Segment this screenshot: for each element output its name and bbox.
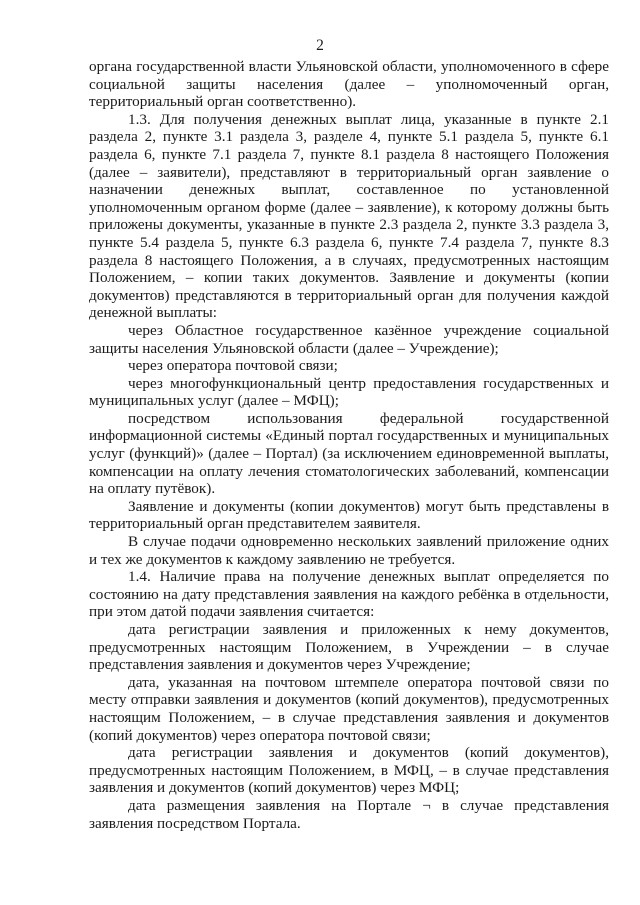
paragraph-date-mfc: дата регистрации заявления и документов (копий документов), предусмотренных настоящим Положением, в МФЦ, – в случае представления заявления и документов (копий документов) через МФЦ; xyxy=(89,744,609,797)
paragraph-date-portal: дата размещения заявления на Портале ¬ в случае представления заявления посредством Портала. xyxy=(89,796,609,832)
paragraph-1-4: 1.4. Наличие права на получение денежных выплат определяется по состоянию на дату представления заявления на каждого ребёнка в отдельности, при этом датой подачи заявления считается: xyxy=(89,568,609,621)
paragraph-via-post: через оператора почтовой связи; xyxy=(128,357,338,375)
paragraph-representative: Заявление и документы (копии документов) могут быть представлены в территориальный орган представителем заявителя. xyxy=(89,497,609,533)
paragraph-via-portal: посредством использования федеральной государственной информационной системы «Единый портал государственных и муниципальных услуг (функций)» (далее – Портал) (за исключением единовременной выплаты, компенсации на оплату лечения стоматологических заболеваний, компенсации на оплату путёвок). xyxy=(89,409,609,498)
paragraph-multiple-applications: В случае подачи одновременно нескольких заявлений приложение одних и тех же документов к каждому заявлению не требуется. xyxy=(89,533,609,568)
document-body xyxy=(89,58,609,832)
paragraph-date-post: дата, указанная на почтовом штемпеле оператора почтовой связи по месту отправки заявления и документов (копий документов), предусмотренных настоящим Положением, – в случае представления заявления и документов (копий документов) через оператора почтовой связи; xyxy=(89,673,609,744)
page-number: 2 xyxy=(316,37,324,54)
paragraph-via-mfc: через многофункциональный центр предоставления государственных и муниципальных услуг (далее – МФЦ); xyxy=(89,374,609,410)
paragraph-continuation: органа государственной власти Ульяновской области, уполномоченного в сфере социальной защиты населения (далее – уполномоченный орган, территориальный орган соответственно). xyxy=(89,58,609,111)
paragraph-date-institution: дата регистрации заявления и приложенных к нему документов, предусмотренных настоящим Положением, в Учреждении – в случае представления заявления и документов через Учреждение; xyxy=(89,621,609,674)
paragraph-1-3: 1.3. Для получения денежных выплат лица, указанные в пункте 2.1 раздела 2, пункте 3.1 раздела 3, разделе 4, пункте 5.1 раздела 5, пункте 6.1 раздела 6, пункте 7.1 раздела 7, пункте 8.1 раздела 8 настоящего Положения (далее – заявители), представляют в территориальный орган заявление о назначении денежных выплат, составленное по установленной уполномоченным органом форме (далее – заявление), к которому должны быть приложены документы, указанные в пункте 2.3 раздела 2, пункте 3.3 раздела 3, пункте 5.4 раздела 5, пункте 6.3 раздела 6, пункте 7.4 раздела 7, пункте 8.3 раздела 8 настоящего Положения, а в случаях, предусмотренных настоящим Положением, – копии таких документов. Заявление и документы (копии документов) представляются в территориальный орган для получения каждой денежной выплаты: xyxy=(89,110,609,322)
paragraph-via-institution: через Областное государственное казённое учреждение социальной защиты населения Ульяновской области (далее – Учреждение); xyxy=(89,321,609,357)
